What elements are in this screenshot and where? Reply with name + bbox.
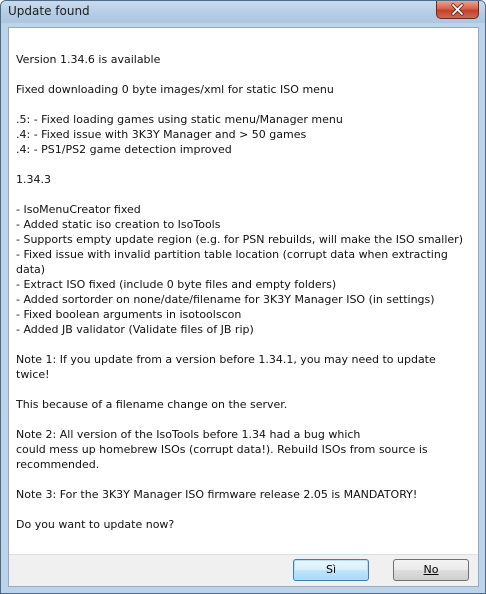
dialog-client-area [8,27,479,587]
window-title: Update found [8,4,90,18]
close-button[interactable] [436,1,479,19]
yes-button[interactable] [293,559,369,581]
update-message-text: Version 1.34.6 is available Fixed downloading 0 byte images/xml for static ISO menu .5: - Fixed loading games using static menu/Manager menu .4: - Fixed issue with 3K3Y Manager and > 50 games .4: - PS1/PS2 game detection improved 1.34.3 - IsoMenuCreator fixed - Added static iso creation to IsoTools - Supports empty update region (e.g. for PSN rebuilds, will make the ISO smaller) - Fixed issue with invalid partition table location (corrupt data when extracting data) - Extract ISO fixed (include 0 byte files and empty folders) - Added sortorder on none/date/filename for 3K3Y Manager ISO (in settings) - Fixed boolean arguments in isotoolscon - Added JB validator (Validate files of JB rip) Note 1: If you update from a version before 1.34.1, you may need to update twice! This because of a filename change on the server. Note 2: All version of the IsoTools before 1.34 had a bug which could mess up homebrew ISOs (corrupt data!). Rebuild ISOs from source is recommended. Note 3: For the 3K3Y Manager ISO firmware release 2.05 is MANDATORY! Do you want to update now? [16,53,463,531]
yes-button-label: Sì [325,563,337,576]
close-icon [437,1,478,18]
no-button-label: No [423,563,439,576]
no-button[interactable] [393,559,469,581]
title-bar[interactable] [1,1,485,23]
message-panel [9,28,478,554]
button-bar [9,554,478,586]
